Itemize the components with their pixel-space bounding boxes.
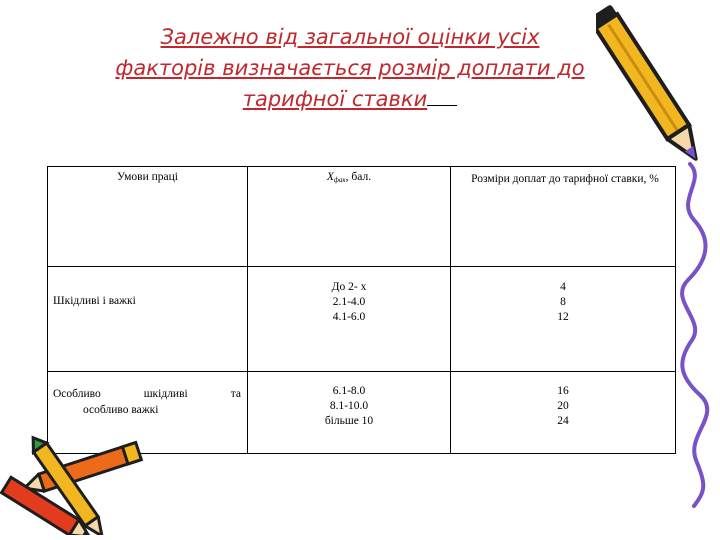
score-subscript: фак (333, 176, 346, 184)
score-range: більше 10 (324, 415, 374, 427)
row-scores (248, 372, 451, 454)
header-working-conditions: Умови праці (48, 167, 248, 267)
squiggle-line-icon (672, 160, 720, 510)
score-symbol: X (326, 171, 334, 183)
score-range: До 2- х (331, 281, 367, 293)
table-header-row (48, 167, 676, 267)
condition-word: та (230, 388, 241, 400)
condition-line-2: особливо важкі (83, 404, 159, 416)
header-score (248, 167, 451, 267)
payment-percent: 12 (557, 311, 569, 323)
score-range: 6.1-8.0 (332, 385, 366, 397)
score-range: 8.1-10.0 (329, 400, 369, 412)
title-line-3: тарифної ставки (242, 87, 428, 111)
pencils-bottom-icon (0, 430, 150, 535)
header-payment-size: Розміри доплат до тарифної ставки, % (451, 167, 676, 267)
pencil-top-icon (596, 0, 706, 180)
payment-percent: 20 (557, 400, 569, 412)
row-scores (248, 267, 451, 372)
condition-line-1 (53, 386, 241, 402)
score-range: 4.1-6.0 (332, 311, 366, 323)
condition-word: шкідливі (143, 388, 188, 400)
score-range: 2.1-4.0 (332, 296, 366, 308)
condition-word: Особливо (53, 388, 101, 400)
table-row (48, 267, 676, 372)
payment-table (47, 166, 676, 454)
row-payments (451, 372, 676, 454)
payment-percent: 24 (557, 415, 569, 427)
slide-title (60, 22, 640, 115)
row-payments (451, 267, 676, 372)
title-line-2: факторів визначається розмір доплати до (115, 56, 585, 80)
title-underline-tail (427, 104, 457, 106)
score-unit: , бал. (345, 171, 372, 183)
title-line-1: Залежно від загальної оцінки усіх (160, 25, 540, 49)
payment-percent: 4 (560, 281, 566, 293)
row-condition: Шкідливі і важкі (48, 267, 248, 372)
payment-percent: 16 (557, 385, 569, 397)
payment-percent: 8 (560, 296, 566, 308)
